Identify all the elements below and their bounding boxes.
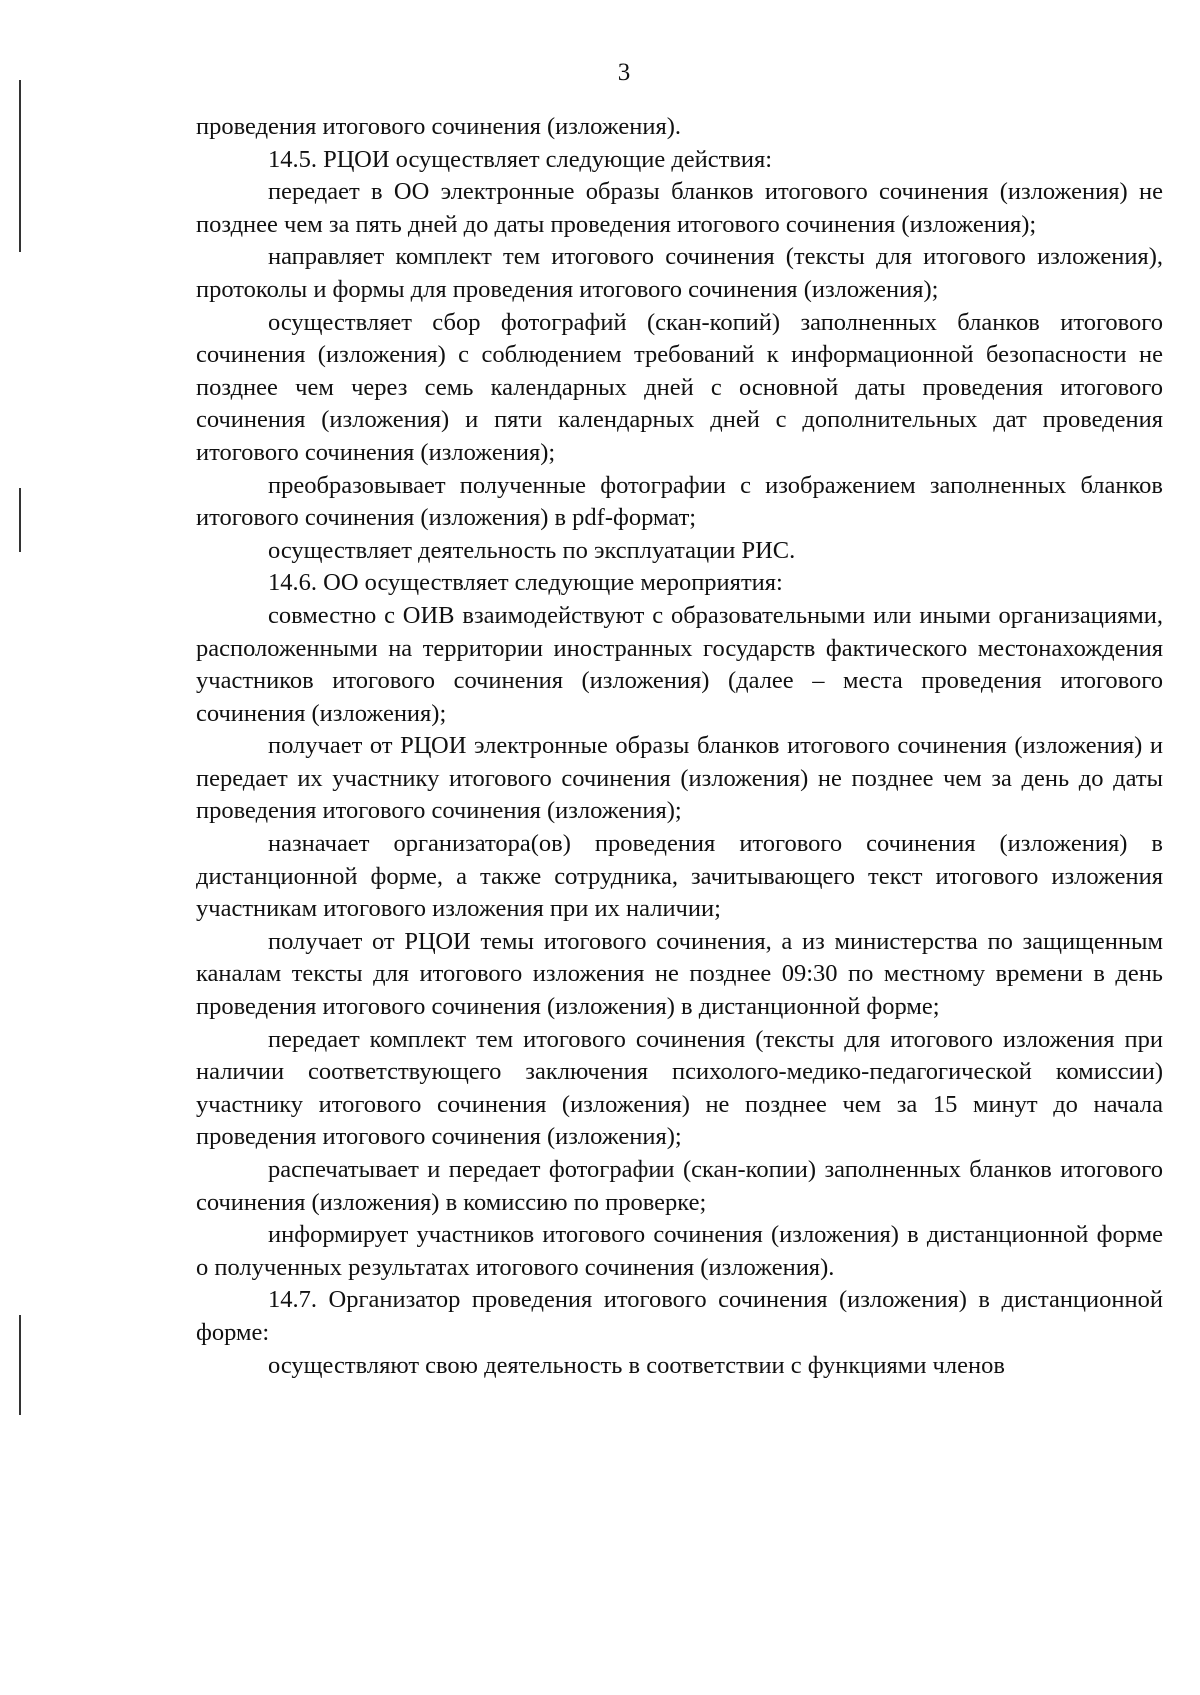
margin-binding-mark: [19, 80, 21, 252]
paragraph: передает комплект тем итогового сочинения (тексты для итогового изложения при наличии соответствующего заключения психолого-медико-педагогической комиссии) участнику итогового сочинения (изложения) не позднее чем за 15 минут до начала проведения итогового сочинения (изложения);: [196, 1025, 1163, 1151]
paragraph: назначает организатора(ов) проведения итогового сочинения (изложения) в дистанционной форме, а также сотрудника, зачитывающего текст итогового изложения участникам итогового изложения при их наличии;: [196, 830, 1163, 923]
paragraph: информирует участников итогового сочинения (изложения) в дистанционной форме о полученных результатах итогового сочинения (изложения).: [196, 1221, 1163, 1281]
paragraph: получает от РЦОИ электронные образы бланков итогового сочинения (изложения) и передает их участнику итогового сочинения (изложения) не позднее чем за день до даты проведения итогового сочинения (изложения);: [196, 732, 1163, 825]
paragraph: осуществляют свою деятельность в соответствии с функциями членов: [268, 1351, 1005, 1379]
paragraph: совместно с ОИВ взаимодействуют с образовательными или иными организациями, расположенными на территории иностранных государств фактического местонахождения участников итогового сочинения (изложения) (далее – места проведения итогового сочинения (изложения);: [196, 601, 1163, 727]
paragraph: осуществляет деятельность по эксплуатации РИС.: [268, 536, 796, 564]
margin-binding-mark: [19, 1315, 21, 1415]
paragraph: 14.7. Организатор проведения итогового сочинения (изложения) в дистанционной форме:: [196, 1286, 1163, 1346]
paragraph: передает в ОО электронные образы бланков итогового сочинения (изложения) не позднее чем за пять дней до даты проведения итогового сочинения (изложения);: [196, 178, 1163, 238]
paragraph: 14.5. РЦОИ осуществляет следующие действия:: [268, 145, 773, 173]
document-body: [196, 111, 1163, 1382]
paragraph: проведения итогового сочинения (изложения).: [196, 113, 682, 140]
margin-binding-mark: [19, 488, 21, 552]
paragraph: получает от РЦОИ темы итогового сочинения, а из министерства по защищенным каналам тексты для итогового изложения не позднее 09:30 по местному времени в день проведения итогового сочинения (изложения) в дистанционной форме;: [196, 927, 1163, 1021]
paragraph: осуществляет сбор фотографий (скан-копий) заполненных бланков итогового сочинения (изложения) с соблюдением требований к информационной безопасности не позднее чем через семь календарных дней с основной даты проведения итогового сочинения (изложения) и пяти календарных дней с дополнительных дат проведения итогового сочинения (изложения);: [196, 308, 1163, 466]
paragraph: направляет комплект тем итогового сочинения (тексты для итогового изложения), протоколы и формы для проведения итогового сочинения (изложения);: [196, 243, 1163, 303]
paragraph: распечатывает и передает фотографии (скан-копии) заполненных бланков итогового сочинения (изложения) в комиссию по проверке;: [196, 1156, 1163, 1216]
paragraph: преобразовывает полученные фотографии с изображением заполненных бланков итогового сочинения (изложения) в pdf-формат;: [196, 471, 1163, 532]
page-number: 3: [617, 59, 631, 86]
paragraph: 14.6. ОО осуществляет следующие мероприятия:: [268, 569, 783, 597]
